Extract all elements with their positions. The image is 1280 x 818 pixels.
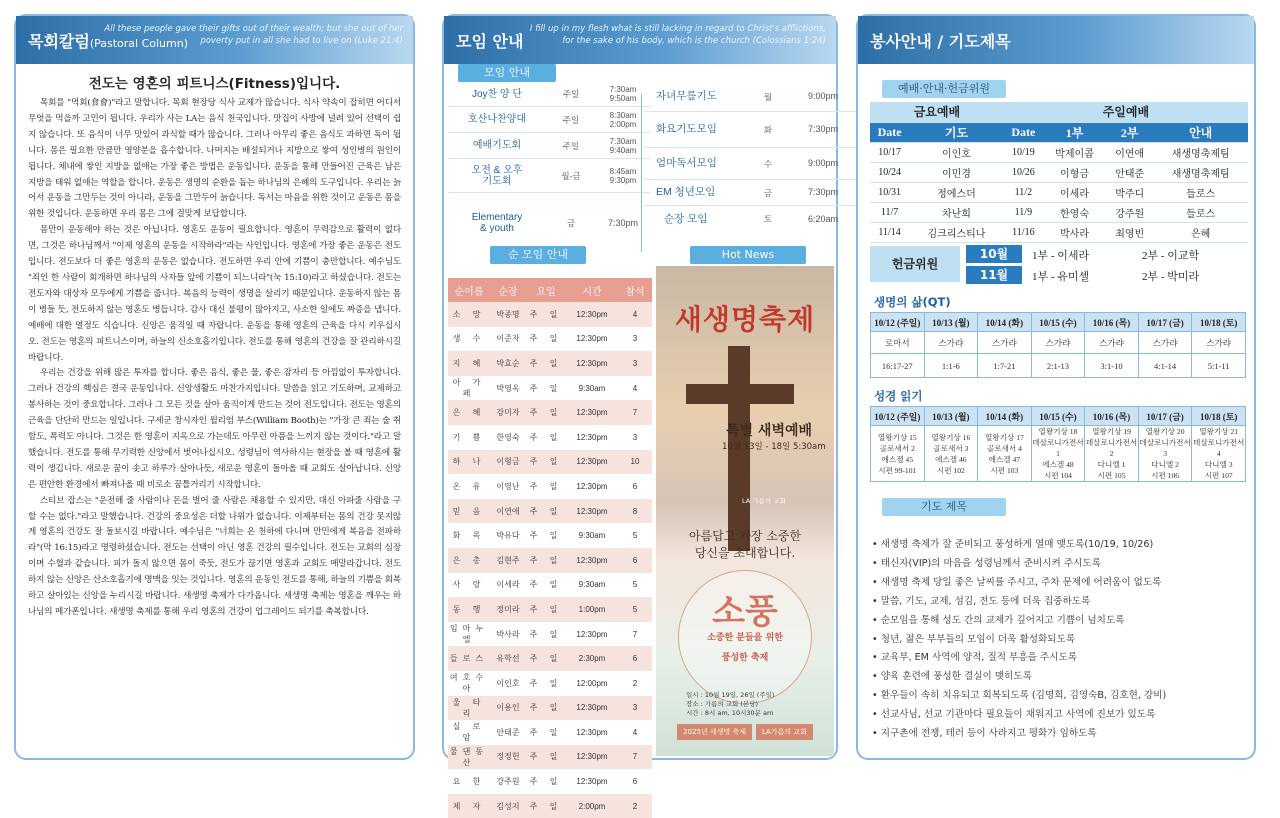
small-group-cell: 들로스: [449, 654, 489, 664]
small-group-cell: 유학선: [496, 654, 520, 664]
prayer-item: • 청년, 젊은 부부들의 모임이 더욱 활성화되도록: [872, 631, 1248, 650]
bible-line: 에스겔 48: [1042, 460, 1074, 469]
service-cell: 이민경: [909, 162, 1004, 182]
meeting-row: 화요기도모임 화 7:30pm: [644, 112, 858, 148]
service-cell: 이연애: [1106, 142, 1153, 162]
service-cell: 10/17: [870, 142, 909, 162]
service-row: [870, 222, 1248, 242]
service-title: 봉사안내 / 기도제목: [870, 32, 1011, 51]
bible-line: 다니엘 1: [1097, 460, 1126, 469]
meetings-panel: [442, 14, 839, 811]
small-group-row: [448, 622, 652, 647]
small-group-cell: 박효순: [496, 358, 520, 368]
small-group-row: [448, 450, 652, 475]
qt-book: 스가랴: [1031, 332, 1085, 354]
poster-sopung: 소풍: [712, 592, 778, 632]
paragraph: 목회를 "먹회(食會)"라고 말합니다. 목회 현장당 식사 교제가 많습니다. 식사 약속이 잡히면 어디서 무엇을 먹을까 고민이 됩니다. 우리가 사는 LA는 음식 천국입니다. 맛집이 사방에 널려 있어 선택이 쉽지 않습니다. 또 음식이 너무 맛있어 과식할 때가 많습니다. 그러나 아무리 좋은 음식도 과하면 독이 됩니다. 몸은 필요한 만큼만 영양분을 흡수합니다. 나머지는 배설되거나 지방으로 쌓여 성인병의 원인이 됩니다. 체내에 쌓인 지방을 없애는 가장 좋은 방법은 운동입니다. 운동을 통해 만들어진 근육은 남은 지방을 태워 없애는 역할을 합니다. 운동은 생명의 순환을 돕는 하나님의 은혜의 도구입니다. 우리는 늙어서 운동을 그만두는 것이 아니라, 운동을 그만두어 늙습니다. 독서는 마음을 위한 것이고 운동은 몸을 위한 것입니다. 운동하면 우리 몸은 그에 걸맞게 보답합니다.: [28, 98, 401, 220]
small-group-cell: 박사라: [496, 629, 520, 639]
small-group-row: [448, 671, 652, 696]
small-group-row: [448, 523, 652, 548]
prayer-item: • 새생명 축제 당일 좋은 날씨를 주시고, 주차 문제에 어려움이 없도록: [872, 574, 1248, 593]
small-group-cell: 주 일: [529, 777, 563, 787]
service-cell: 한영숙: [1043, 202, 1106, 222]
hot-news-chip: Hot News: [690, 246, 806, 264]
service-cell: 은혜: [1153, 222, 1248, 242]
small-group-cell: 제 자: [452, 801, 486, 811]
bible-line: 데살로니가전서4: [1193, 438, 1245, 458]
bible-line: 골로새서 2: [879, 443, 915, 453]
small-group-cell: 6: [632, 654, 638, 664]
small-group-cell: 김현주: [496, 555, 520, 565]
qt-book: 스가랴: [1192, 332, 1246, 354]
qt-ref: 1:7-21: [978, 354, 1032, 378]
small-group-cell: 주 일: [529, 727, 563, 737]
small-group-cell: 12:30pm: [576, 481, 608, 491]
small-group-cell: 8: [632, 506, 638, 516]
small-group-cell: 5: [632, 580, 638, 590]
day-header: 10/17 (금): [1138, 313, 1192, 332]
day-header: 10/17 (금): [1138, 407, 1192, 426]
pastoral-column-panel: [14, 14, 415, 760]
small-group-cell: 2:00pm: [578, 801, 606, 811]
small-group-cell: 9:30am: [578, 383, 606, 393]
prayer-chip: 기도 제목: [882, 498, 1006, 516]
festival-poster: [656, 266, 834, 756]
small-group-cell: 은 총: [452, 555, 486, 565]
small-group-cell: 주 일: [529, 408, 563, 418]
small-group-cell: 사 랑: [452, 580, 486, 590]
poster-footer: 2025년 새생명 축제 LA가름의 교회: [656, 724, 834, 740]
qt-book: 로마서: [871, 332, 925, 354]
prayer-item: • 선교사님, 선교 기관마다 필요들이 채워지고 사역에 진보가 있도록: [872, 706, 1248, 725]
poster-line2: 풍성한 축제: [721, 653, 769, 663]
small-group-row: [448, 794, 652, 818]
bible-line: 열왕기상 20: [1145, 427, 1185, 436]
day-header: 10/12 (주일): [871, 313, 925, 332]
day-header: 10/13 (월): [924, 407, 978, 426]
day-header: 10/13 (월): [924, 313, 978, 332]
qt-book: 스가랴: [924, 332, 978, 354]
meeting-row: Elementary & youth 금 7:30pm: [471, 212, 639, 234]
service-cell: 11/2: [1004, 182, 1043, 202]
bible-line: 시편 104: [1043, 471, 1072, 480]
small-group-cell: 정정헌: [496, 752, 520, 762]
bible-line: 시편 102: [936, 465, 965, 475]
service-cell: 10/19: [1004, 142, 1043, 162]
meetings-divider: [641, 94, 642, 252]
day-header: 10/12 (주일): [871, 407, 925, 426]
small-group-row: [448, 573, 652, 598]
service-cell: 11/9: [1004, 202, 1043, 222]
prayer-item: • 순모임을 통해 성도 간의 교제가 깊어지고 기쁨이 넘치도록: [872, 612, 1248, 631]
small-group-cell: 실 로 암: [452, 722, 486, 743]
bible-line: 다니엘 2: [1151, 460, 1179, 469]
bible-cell: [1031, 426, 1085, 482]
small-group-cell: 주 일: [529, 801, 563, 811]
service-cell: 안태준: [1106, 162, 1153, 182]
small-group-cell: 주 일: [529, 506, 563, 516]
prayer-item: • 태신자(VIP)의 마음을 성령님께서 준비시켜 주시도록: [872, 555, 1248, 574]
small-group-row: [448, 474, 652, 499]
qt-book: 스가랴: [1085, 332, 1139, 354]
small-group-cell: 주 일: [529, 629, 563, 639]
service-cell: 박주디: [1106, 182, 1153, 202]
small-group-cell: 6: [632, 481, 638, 491]
bible-line: 에스젤 45: [881, 454, 914, 464]
small-group-row: [448, 769, 652, 794]
day-header: 10/14 (화): [978, 407, 1032, 426]
service-cell: 이세라: [1043, 182, 1106, 202]
small-group-cell: 12:30pm: [576, 457, 608, 467]
meetings-verse: I fill up in my flesh what is still lacking in regard to Christ's afflictions, for the sake of his body, which is the church (Colossians 1:24): [529, 24, 826, 46]
service-row: [870, 202, 1248, 222]
small-group-row: [448, 696, 652, 721]
small-group-cell: 1:00pm: [578, 604, 606, 614]
small-group-cell: 12:30pm: [576, 752, 608, 762]
small-group-cell: 요 한: [452, 777, 486, 787]
bible-cell: [1138, 426, 1192, 482]
offering-section: [870, 242, 1248, 286]
day-header: 10/18 (토): [1192, 407, 1246, 426]
small-group-cell: 여호수아: [449, 673, 489, 694]
service-cell: 차난희: [909, 202, 1004, 222]
small-group-cell: 박유다: [496, 531, 520, 541]
small-group-cell: 3: [632, 358, 638, 368]
qt-ref: 3:1-10: [1085, 354, 1139, 378]
bible-line: 데살로니가전서1: [1032, 438, 1084, 458]
bible-cell: [871, 426, 925, 482]
small-group-cell: 지 혜: [452, 358, 486, 368]
small-group-header: 순이름 순장 요일 시간 참석: [448, 278, 652, 302]
poster-invitation: 아름답고 가장 소중한 당신을 초대합니다.: [689, 529, 801, 560]
poster-church-logo: LA 가름의 교회: [742, 497, 786, 505]
bible-cell: [1192, 426, 1246, 482]
small-group-cell: 주 일: [529, 604, 563, 614]
small-group-table: [448, 278, 652, 818]
bible-line: 열왕기상 18: [1038, 427, 1078, 436]
offering-first: 1부 - 유미셸: [1032, 271, 1090, 283]
small-group-cell: 은 혜: [452, 408, 486, 418]
service-cell: 김크리스티나: [909, 222, 1004, 242]
bible-line: 에스겔 46: [935, 454, 967, 464]
offering-month: 10월: [966, 245, 1022, 263]
service-cell: 11/7: [870, 202, 909, 222]
service-chip: 예배·안내·헌금위원: [882, 80, 1006, 98]
bible-cell: [978, 426, 1032, 482]
poster-title: 새생명축제: [674, 303, 816, 336]
small-group-cell: 12:30pm: [576, 727, 608, 737]
meeting-row: 자녀무릎기도 월 9:00pm: [644, 82, 858, 112]
small-group-cell: 10: [630, 457, 640, 467]
qt-ref: 1:1-6: [924, 354, 978, 378]
day-header: 10/16 (목): [1085, 407, 1139, 426]
small-group-cell: 주 일: [529, 358, 563, 368]
small-group-cell: 12:30pm: [576, 309, 608, 319]
small-group-cell: 온 유: [452, 481, 486, 491]
small-group-cell: 주 일: [529, 334, 563, 344]
small-group-cell: 2: [632, 678, 638, 688]
small-group-row: [448, 376, 652, 401]
bible-line: 시편 105: [1097, 471, 1126, 480]
small-group-row: [448, 548, 652, 573]
small-group-cell: 이용인: [496, 703, 520, 713]
bible-line: 에스겔 47: [988, 454, 1021, 464]
small-group-row: [448, 302, 652, 327]
service-banner: [858, 16, 1254, 64]
bible-line: 열왕기상 17: [984, 432, 1024, 442]
small-group-cell: 화 목: [452, 531, 486, 541]
small-group-row: [448, 597, 652, 622]
service-row: [870, 162, 1248, 182]
bible-line: 데살로니가전서3: [1139, 438, 1191, 458]
qt-ref: 4:1-14: [1138, 354, 1192, 378]
small-group-cell: 이연애: [496, 506, 520, 516]
service-cell: 들로스: [1153, 182, 1248, 202]
bible-line: 시편 103: [990, 465, 1019, 475]
small-group-cell: 9:30am: [578, 531, 606, 541]
bible-line: 열왕기상 21: [1199, 427, 1239, 436]
service-cell: 최영빈: [1106, 222, 1153, 242]
bible-line: 데살로니가전서2: [1085, 438, 1138, 458]
prayer-item: • 환우들이 속히 치유되고 회복되도록 (김명희, 김영숙B, 김호현, 강비): [872, 687, 1248, 706]
service-cell: 새생명축제팀: [1153, 142, 1248, 162]
poster-info: 일시 : 10월 19일, 26일 (주일) 장소 : 가름의 교회 (본당) 시간 : 8시 am, 10시30분 am: [686, 691, 775, 717]
column-banner: [16, 16, 413, 64]
bible-line: 열왕기상 19: [1092, 427, 1131, 436]
small-group-cell: 12:30pm: [576, 629, 608, 639]
small-group-cell: 울 타 리: [452, 697, 486, 718]
prayer-item: • 양육 훈련에 풍성한 결실이 맺히도록: [872, 668, 1248, 687]
small-group-cell: 박영옥: [496, 383, 520, 393]
small-group-cell: 주 일: [529, 654, 563, 664]
small-group-row: [448, 499, 652, 524]
meetings-chip: 모임 안내: [458, 64, 556, 82]
small-group-cell: 3: [632, 334, 638, 344]
prayer-item: • 말씀, 기도, 교제, 섬김, 전도 등에 더욱 집중하도록: [872, 593, 1248, 612]
small-group-cell: 7: [632, 408, 638, 418]
bible-reading-title: 성경 읽기: [874, 389, 923, 403]
small-group-cell: 12:00pm: [576, 678, 608, 688]
bible-line: 골로새서 4: [986, 443, 1022, 453]
small-group-cell: 임마누엘: [449, 624, 489, 645]
prayer-item: • 지구촌에 전쟁, 테러 등이 사라지고 평화가 임하도록: [872, 725, 1248, 744]
bible-line: 열왕기상 16: [931, 432, 971, 442]
small-group-row: [448, 327, 652, 352]
small-group-cell: 믿 음: [452, 506, 486, 516]
small-group-cell: 3: [632, 703, 638, 713]
small-group-cell: 7: [632, 752, 638, 762]
small-group-cell: 동 행: [452, 604, 486, 614]
qt-book: 스가랴: [1138, 332, 1192, 354]
small-group-cell: 강미자: [496, 408, 520, 418]
column-heading: 전도는 영혼의 피트니스(Fitness)입니다.: [88, 76, 341, 92]
small-group-cell: 물댄동산: [449, 746, 489, 767]
small-group-cell: 주 일: [529, 580, 563, 590]
small-group-cell: 9:30am: [578, 580, 606, 590]
column-title: 목회칼럼(Pastoral Column): [28, 32, 189, 51]
qt-ref: 2:1-13: [1031, 354, 1085, 378]
service-cell: 강주원: [1106, 202, 1153, 222]
small-group-cell: 이영난: [496, 481, 520, 491]
small-group-cell: 기 쁨: [452, 432, 486, 442]
offering-second: 2부 - 박미라: [1142, 271, 1200, 283]
small-group-cell: 주 일: [529, 481, 563, 491]
small-group-cell: 4: [632, 309, 638, 319]
small-group-cell: 주 일: [529, 457, 563, 467]
small-group-cell: 주 일: [529, 703, 563, 713]
small-group-cell: 주 일: [529, 678, 563, 688]
small-group-row: [448, 425, 652, 450]
bible-line: 시편 99-101: [878, 465, 917, 475]
service-cell: 새생명축제팀: [1153, 162, 1248, 182]
bible-cell: [1085, 426, 1139, 482]
small-group-cell: 소 망: [452, 309, 486, 319]
small-group-cell: 12:30pm: [576, 506, 608, 516]
service-row: [870, 142, 1248, 162]
offering-label: 헌금위원: [870, 246, 960, 282]
day-header: 10/15 (수): [1031, 407, 1085, 426]
service-cell: 박제이콥: [1043, 142, 1106, 162]
small-group-cell: 한영숙: [496, 432, 520, 442]
small-group-cell: 주 일: [529, 752, 563, 762]
service-cell: 10/26: [1004, 162, 1043, 182]
small-group-cell: 6: [632, 555, 638, 565]
day-header: 10/18 (토): [1192, 313, 1246, 332]
column-verse: All these people gave their gifts out of their wealth; but she out of her poverty put in all she had to live on (Luke 21:4): [104, 24, 403, 46]
meeting-row: 순장 모임 토 6:20am: [664, 212, 839, 225]
poster-dawn-dates: 10월 13일 - 18일 5:30am: [722, 442, 826, 452]
small-group-cell: 김성지: [496, 801, 520, 811]
small-group-row: [448, 745, 652, 770]
small-group-cell: 12:30pm: [576, 358, 608, 368]
small-group-cell: 이형금: [496, 457, 520, 467]
day-header: 10/15 (수): [1031, 313, 1085, 332]
small-group-cell: 12:30pm: [576, 408, 608, 418]
offering-first: 1부 - 이세라: [1032, 250, 1090, 262]
service-cell: 10/24: [870, 162, 909, 182]
service-cell: 11/16: [1004, 222, 1043, 242]
meeting-row: EM 청년모임 금 7:30pm: [644, 180, 858, 206]
service-cell: 들로스: [1153, 202, 1248, 222]
small-group-cell: 5: [632, 604, 638, 614]
small-group-row: [448, 351, 652, 376]
cross-image-bar: [686, 384, 794, 404]
small-group-cell: 2:30pm: [578, 654, 606, 664]
bible-line: 열왕기상 15: [877, 432, 917, 442]
service-cell: 박사라: [1043, 222, 1106, 242]
small-group-row: [448, 720, 652, 745]
small-group-cell: 정미라: [496, 604, 520, 614]
service-cell: 이형금: [1043, 162, 1106, 182]
qt-ref: 5:1-11: [1192, 354, 1246, 378]
service-prayer-panel: [856, 14, 1256, 760]
qt-ref: 16:17-27: [871, 354, 925, 378]
friday-header: 금요예배: [870, 102, 1004, 122]
small-group-cell: 하 나: [452, 457, 486, 467]
bible-line: 골로새서 3: [933, 443, 969, 453]
small-group-cell: 12:30pm: [576, 334, 608, 344]
prayer-item: • 교육부, EM 사역에 양적, 질적 부흥을 주시도록: [872, 649, 1248, 668]
bible-line: 다니엘 3: [1204, 460, 1233, 469]
meeting-row: 예배기도회 주일 7:30am 9:40am: [448, 133, 650, 159]
service-row: [870, 182, 1248, 202]
prayer-item: • 새생명 축제가 잘 준비되고 풍성하게 열매 맺도록(10/19, 10/26): [872, 536, 1248, 555]
qt-title: 생명의 삶(QT): [874, 295, 951, 309]
offering-second: 2부 - 이교학: [1142, 250, 1200, 262]
small-group-cell: 이세라: [496, 580, 520, 590]
small-group-cell: 3: [632, 432, 638, 442]
day-header: 10/14 (화): [978, 313, 1032, 332]
poster-dawn-service: 특별 새벽예배: [726, 423, 813, 439]
meeting-row: 오전 & 오후 기도회 월-금 8:45am 9:30pm: [448, 159, 650, 193]
small-group-cell: 아 가 페: [452, 378, 486, 399]
small-group-cell: 5: [632, 531, 638, 541]
small-group-cell: 12:30pm: [576, 555, 608, 565]
small-group-cell: 2: [632, 801, 638, 811]
small-group-cell: 안태준: [496, 727, 520, 737]
paragraph: 스티브 잡스는 "운전해 줄 사람이나 돈을 벌어 줄 사람은 채용할 수 있지만, 대신 아파줄 사람을 구할 수는 없다."라고 말했습니다. 건강의 중요성은 더할 나위가 없습니다. 이제부터는 몸의 건강 못지않게 영혼의 건강도 잘 돌보시길 바랍니다. 예수님은 "너희는 온 천하에 다니며 만민에게 복음을 전파하라"(막 16:15)라고 명령하셨습니다. 전도는 선택이 아닌 영혼 건강의 필수입니다. 전도는 교회의 심장이며 수혈과 같습니다. 피가 돌지 않으면 몸이 죽듯, 전도가 끊기면 영혼과 교회도 메말라갑니다. 전도하지 않는 신앙은 산소호흡기에 명맥을 잇는 것입니다. 영혼의 운동인 전도를 통해, 하늘의 기쁨을 회복하고 살아있는 신앙을 누리시길 바랍니다. 새생명 축제가 다가옵니다. 새생명 축제는 영혼을 깨우는 하나님의 메가폰입니다. 새생명 축제를 통해 우리 영혼의 건강이 업그레이드 되기를 축복합니다.: [28, 495, 401, 617]
small-group-cell: 이준자: [496, 334, 520, 344]
small-group-cell: 이인호: [496, 678, 520, 688]
small-group-cell: 6: [632, 777, 638, 787]
prayer-list: [872, 536, 1248, 744]
sunday-header: 주일예배: [1004, 102, 1248, 122]
meetings-title: 모임 안내: [456, 32, 524, 51]
poster-line1: 소중한 분들을 위한: [707, 633, 783, 643]
paragraph: 우리는 건강을 위해 많은 투자를 합니다. 좋은 음식, 좋은 물, 좋은 잠자리 등 아낌없이 투자합니다. 그러나 건강의 핵심은 결국 운동입니다. 신앙생활도 마찬가지입니다. 말씀을 읽고 기도하며, 교제하고 봉사하는 것이 중요합니다. 그러나 그 모든 것을 살아 움직이게 만드는 것이 전도입니다. 전도는 영혼의 근육을 단단히 만드는 일입니다. 구세군 창시자인 윌리엄 부스(William Booth)는 "가장 큰 죄는 술 취함도, 폭력도 아니다. 그것은 한 영혼이 지옥으로 가는데도 아무런 아픔을 느끼지 않는 것이다."라고 말했습니다. 전도를 통해 무기력한 신앙에서 벗어나십시오. 성령님이 역사하시는 현장을 볼 때 영혼에 활력이 생깁니다. 새로운 꿈이 솟고 하루가 살아나듯, 새로운 영혼이 돌아올 때 교회도 살아납니다. 신앙은 편안한 환경에서 빠져나올 때 비로소 꿈틀거리기 시작합니다.: [28, 368, 401, 490]
qt-book: 스가랴: [978, 332, 1032, 354]
service-cell: 이인호: [909, 142, 1004, 162]
small-group-chip: 순 모임 안내: [490, 246, 586, 264]
small-group-cell: 4: [632, 383, 638, 393]
service-cell: 정에스더: [909, 182, 1004, 202]
small-group-cell: 4: [632, 727, 638, 737]
qt-table: [870, 312, 1246, 378]
small-group-cell: 강주원: [496, 777, 520, 787]
small-group-cell: 12:30pm: [576, 432, 608, 442]
bible-cell: [924, 426, 978, 482]
small-group-cell: 주 일: [529, 383, 563, 393]
small-group-row: [448, 400, 652, 425]
small-group-cell: 주 일: [529, 531, 563, 541]
small-group-cell: 주 일: [529, 555, 563, 565]
service-cell: 11/14: [870, 222, 909, 242]
column-body: [28, 96, 401, 621]
service-table: 금요예배 주일예배 Date 기도 Date 1부 2부 안내 10/17 이인호 10/19 박제이콥 이연애 새생명축제팀 10/24 이민경 10/26 이형금 안태준 새생명축제팀 10/31 정에스더 11/2 이세라 박주디 들로스 11/7 차난희 11/9 한영숙 강주원 들로스 11/14 김크리스티나 11/16 박사라 최영빈 은혜: [870, 102, 1248, 243]
small-group-cell: 12:30pm: [576, 703, 608, 713]
offering-month: 11월: [966, 266, 1022, 284]
small-group-cell: 주 일: [529, 432, 563, 442]
meeting-row: 호산나찬양대 주일 8:30am 2:00pm: [448, 107, 650, 133]
small-group-row: [448, 646, 652, 671]
small-group-cell: 7: [632, 629, 638, 639]
small-group-cell: 생 수: [452, 334, 486, 344]
small-group-cell: 주 일: [529, 309, 563, 319]
day-header: 10/16 (목): [1085, 313, 1139, 332]
meeting-row: 엄마독서모임 수 9:00pm: [644, 148, 858, 180]
bible-line: 시편 106: [1151, 471, 1180, 480]
service-cell: 10/31: [870, 182, 909, 202]
bible-line: 시편 107: [1204, 471, 1233, 480]
small-group-cell: 12:30pm: [576, 777, 608, 787]
bible-reading-table: [870, 406, 1246, 482]
small-group-cell: 박종명: [496, 309, 520, 319]
paragraph: 몸만이 운동해야 하는 것은 아닙니다. 영혼도 운동이 필요합니다. 영혼이 무력감으로 활력이 없다면, 그것은 하나님께서 "이제 영혼의 운동을 시작하라"라는 사인입니다. 영혼에 가장 좋은 운동은 전도입니다. 전도보다 더 좋은 영혼의 운동은 없습니다. 전도하면 우리 안에 기쁨이 충만합니다. 예수님도 "죄인 한 사람이 회개하면 하나님의 사자들 앞에 기쁨이 되느니라"(눅 15:10)라고 하셨습니다. 전도는 전도자와 대상자 모두에게 기쁨을 줍니다. 복음의 능력이 생명을 살리기 때문입니다. 운동하지 않는 몸이 병들 듯, 전도하지 않는 영혼도 병듭니다. 감사 대신 불평이 많아지고, 사소한 일에도 짜증을 냅니다. 예배에 대한 열정도 식습니다. 신앙은 움직일 때 자랍니다. 운동을 통해 영혼의 근육을 다시 키우십시오. 전도는 영혼의 피트니스이며, 하늘의 신소호흡기입니다. 전도를 통해 영혼의 건강을 잘 관리하시길 바랍니다.: [28, 225, 401, 363]
meetings-banner: [444, 16, 836, 64]
meeting-row: Joy찬 양 단 주일 7:30am 9:50am: [448, 82, 650, 107]
